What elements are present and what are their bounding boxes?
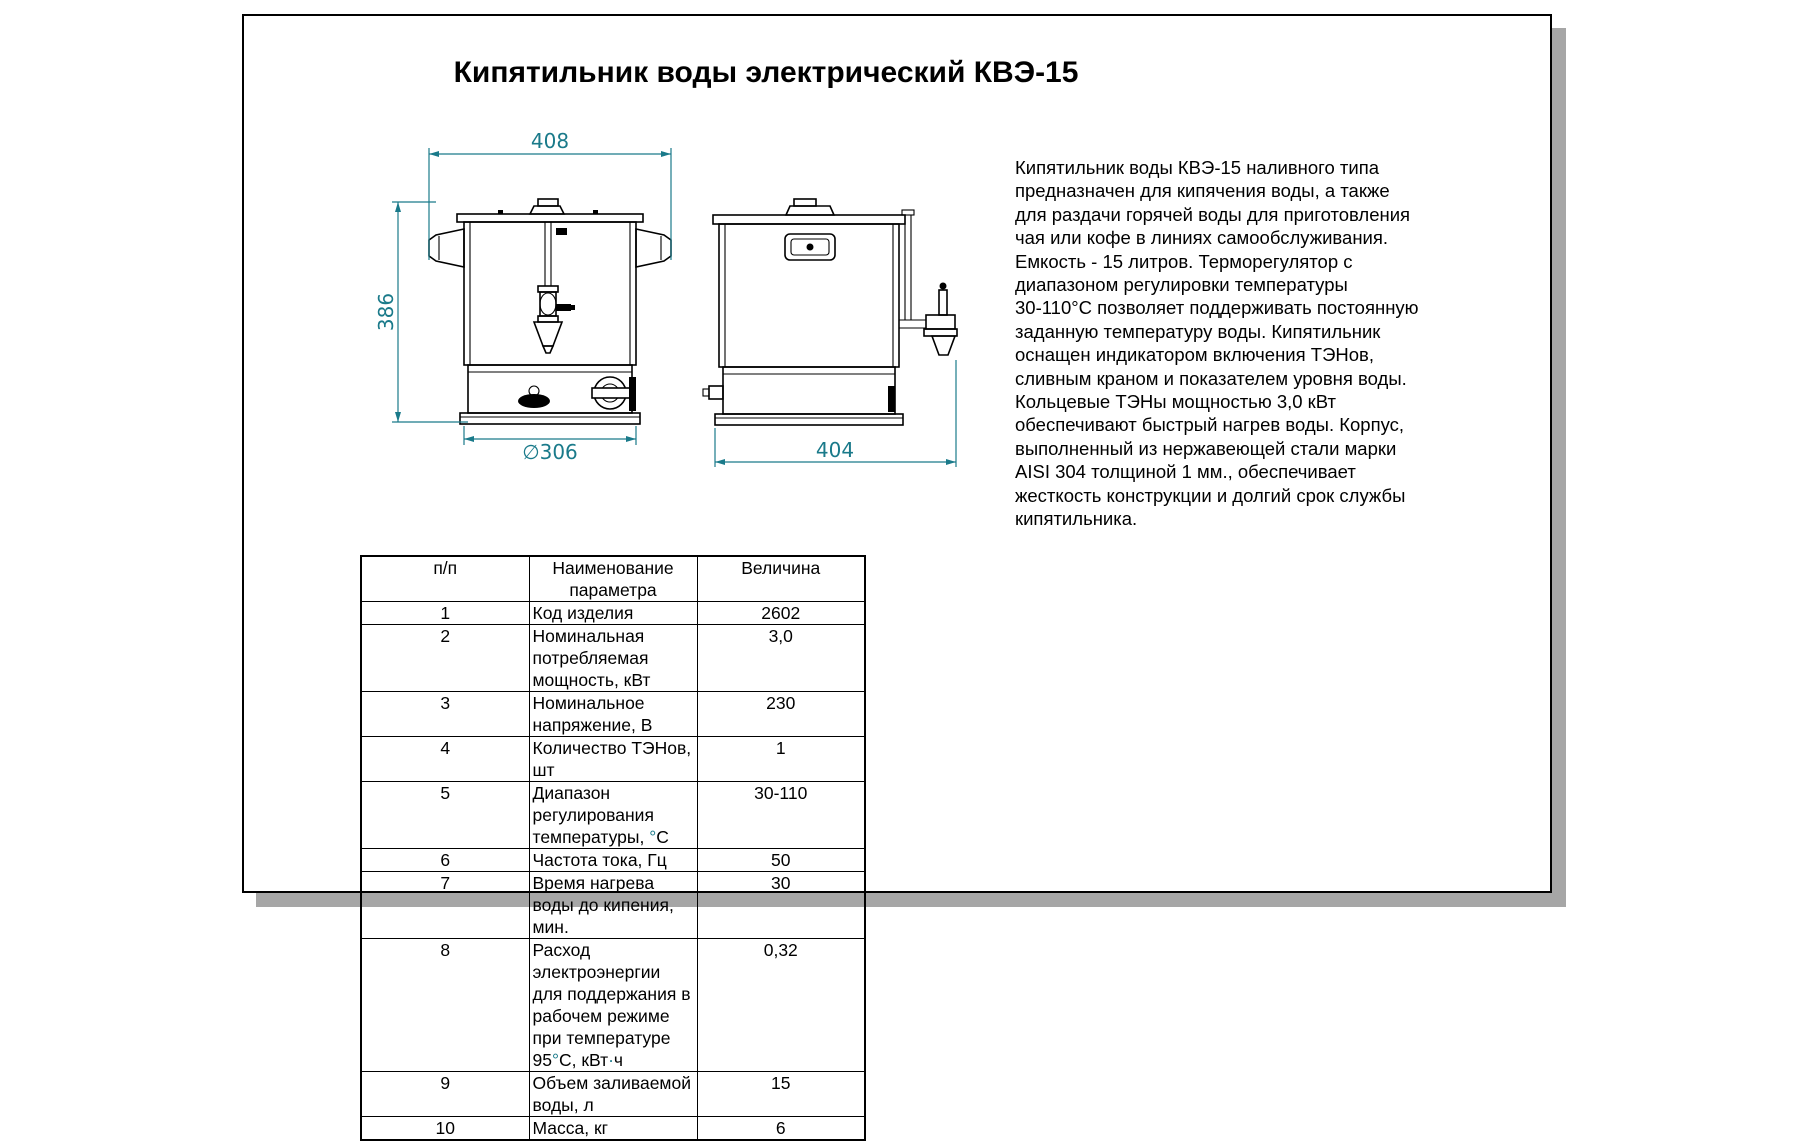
description-line: предназначен для кипячения воды, а также [1015, 180, 1390, 202]
spec-table [360, 555, 866, 1141]
table-row [361, 1072, 865, 1117]
param-name-cell: Количество ТЭНов, шт [529, 737, 697, 782]
handle-plate-icon [785, 234, 835, 260]
table-row [361, 602, 865, 625]
description-line: обеспечивают быстрый нагрев воды. Корпус, [1015, 414, 1405, 436]
param-value-cell: 30 [697, 872, 865, 939]
description-line: AISI 304 толщиной 1 мм., обеспечивает [1015, 461, 1356, 483]
param-value-cell: 1 [697, 737, 865, 782]
param-value-cell: 0,32 [697, 939, 865, 1072]
boiler-side-view [703, 199, 957, 425]
row-num-cell: 8 [361, 939, 529, 1072]
description-line: выполненный из нержавеющей стали марки [1015, 437, 1397, 459]
row-num-cell: 6 [361, 849, 529, 872]
param-name-cell: Диапазон регулирования температуры, °С [529, 782, 697, 849]
row-num-cell: 4 [361, 737, 529, 782]
param-name-cell: Объем заливаемой воды, л [529, 1072, 697, 1117]
document-page [242, 14, 1552, 1138]
spec-table-body [361, 602, 865, 1141]
table-row [361, 625, 865, 692]
row-num-cell: 5 [361, 782, 529, 849]
header-num: п/п [361, 556, 529, 602]
table-row [361, 692, 865, 737]
table-row [361, 1117, 865, 1141]
header-value: Величина [697, 556, 865, 602]
description-line: Кольцевые ТЭНы мощностью 3,0 кВт [1015, 391, 1336, 413]
param-value-cell: 6 [697, 1117, 865, 1141]
row-num-cell: 7 [361, 872, 529, 939]
param-name-cell: Номинальное напряжение, В [529, 692, 697, 737]
boiler-front-view [429, 199, 671, 424]
table-row [361, 782, 865, 849]
table-row [361, 737, 865, 782]
technical-drawing [332, 110, 972, 480]
row-num-cell: 3 [361, 692, 529, 737]
table-row [361, 872, 865, 939]
dim-label-306: ∅306 [522, 440, 578, 464]
description-line: 30-110°С позволяет поддерживать постоянную [1015, 297, 1419, 319]
param-value-cell: 2602 [697, 602, 865, 625]
param-value-cell: 30-110 [697, 782, 865, 849]
param-name-cell: Номинальная потребляемая мощность, кВт [529, 625, 697, 692]
param-value-cell: 50 [697, 849, 865, 872]
param-name-cell: Расход электроэнергии для поддержания в рабочем режиме при температуре 95°С, кВт·ч [529, 939, 697, 1072]
param-name-cell: Масса, кг [529, 1117, 697, 1141]
description-line: Кипятильник воды КВЭ-15 наливного типа [1015, 157, 1380, 178]
table-row [361, 849, 865, 872]
dim-label-404: 404 [815, 438, 855, 462]
page-title: Кипятильник воды электрический КВЭ-15 [453, 56, 1079, 89]
thermostat-knob-icon [592, 377, 630, 409]
row-num-cell: 2 [361, 625, 529, 692]
dimension-diameter [464, 426, 636, 464]
description-line: диапазоном регулировки температуры [1015, 274, 1348, 296]
param-name-cell: Код изделия [529, 602, 697, 625]
row-num-cell: 10 [361, 1117, 529, 1141]
table-header-row [361, 556, 865, 602]
drain-tap-icon [924, 283, 957, 356]
param-value-cell: 230 [697, 692, 865, 737]
description-line: заданную температуру воды. Кипятильник [1015, 320, 1381, 342]
dimension-height [374, 202, 468, 422]
description-line: Емкость - 15 литров. Терморегулятор с [1015, 250, 1353, 272]
param-value-cell: 3,0 [697, 625, 865, 692]
description-line: оснащен индикатором включения ТЭНов, [1015, 344, 1374, 366]
header-parameter: Наименование параметра [529, 556, 697, 602]
param-name-cell: Частота тока, Гц [529, 849, 697, 872]
description-line: сливным краном и показателем уровня воды. [1015, 367, 1407, 389]
description-line: чая или кофе в линиях самообслуживания. [1015, 227, 1389, 249]
dimension-width [429, 129, 671, 260]
param-name-cell: Время нагрева воды до кипения, мин. [529, 872, 697, 939]
table-row [361, 939, 865, 1072]
description-line: кипятильника. [1015, 508, 1138, 530]
description-line: для раздачи горячей воды для приготовления [1015, 203, 1411, 225]
description [1015, 156, 1419, 531]
param-value-cell: 15 [697, 1072, 865, 1117]
description-line: жесткость конструкции и долгий срок службы [1015, 484, 1406, 506]
dim-label-386: 386 [374, 292, 398, 332]
row-num-cell: 9 [361, 1072, 529, 1117]
dim-label-408: 408 [530, 129, 570, 153]
row-num-cell: 1 [361, 602, 529, 625]
